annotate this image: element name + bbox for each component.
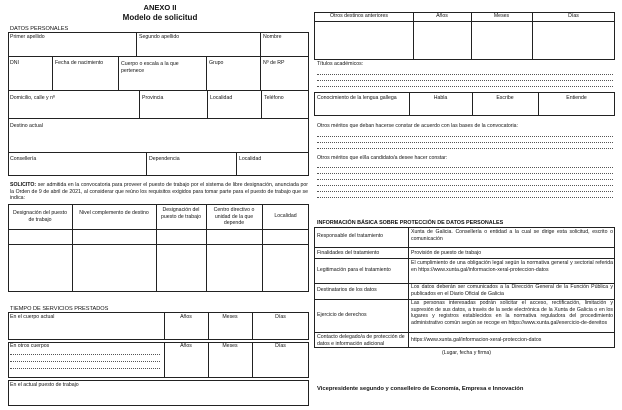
privacy-row-value-5: https://www.xunta.gal/informacion-xeral-proteccion-datos [411, 337, 542, 343]
privacy-row-value-0: Xunta de Galicia. Consellería o entidad a la cual se dirige esta solicitud, escrito o comunicación [411, 229, 613, 242]
form-title: Modelo de solicitud [122, 13, 198, 22]
request-paragraph [10, 182, 308, 202]
privacy-row-label-2: Legitimación para el tratamiento [317, 267, 391, 273]
privacy-heading: INFORMACIÓN BÁSICA SOBRE PROTECCIÓN DE DATOS PERSONALES [317, 220, 504, 226]
merits-candidate-label: Otros méritos que el/la candidato/a desee hacer constar: [317, 155, 448, 161]
post-table-header-centre: Centro directivo o unidad de la que depende [213, 207, 255, 226]
personal-data-heading: DATOS PERSONALES [10, 26, 69, 32]
other-posts-days: Días [568, 13, 579, 19]
personal-data-grid [8, 32, 309, 176]
other-corps-years[interactable]: Años [180, 343, 192, 349]
galician-write[interactable]: Escribe [496, 95, 514, 101]
dependency-field[interactable]: Dependencia [149, 156, 180, 162]
first-surname-field[interactable]: Primer apellido [10, 34, 45, 40]
current-corps-label: En el cuerpo actual [10, 314, 55, 320]
privacy-row-label-5: Contacto delegado/a de protección de datos e información adicional [317, 334, 405, 347]
privacy-row-label-0: Responsable del tratamiento [317, 233, 384, 239]
locality-field[interactable]: Localidad [210, 95, 233, 101]
post-table-header-level: Nivel complemento de destino [79, 210, 149, 216]
other-corps-days[interactable]: Días [275, 343, 286, 349]
other-posts-years: Años [436, 13, 448, 19]
footer-recipient: Vicepresidente segundo y conselleiro de Economía, Empresa e Innovación [317, 386, 524, 392]
request-prefix: SOLICITO: [10, 182, 37, 188]
galician-label: Conocimiento de la lengua gallega [317, 95, 397, 101]
privacy-row-value-3: Los datos deberán ser comunicados a la Dirección General de la Función Pública y publicados en el Diario Oficial de Galicia [411, 284, 613, 297]
service-time-heading: TIEMPO DE SERVICIOS PRESTADOS [10, 306, 109, 312]
post-table-header-designation: Designación del puesto de trabajo [13, 210, 67, 223]
current-post-time-label: En el actual puesto de trabajo [10, 382, 79, 388]
group-field[interactable]: Grupo [209, 60, 224, 66]
other-corps-months[interactable]: Meses [222, 343, 238, 349]
other-posts-months: Meses [493, 13, 510, 19]
galician-understand[interactable]: Entiende [566, 95, 587, 101]
signature-place: (Lugar, fecha y firma) [442, 350, 492, 356]
privacy-row-value-1: Provisión de puesto de trabajo [411, 250, 482, 256]
request-text: ser admitida en la convocatoria para proveer el puesto de trabajo por el sistema de libre designación, anunciada por la Orden de 9 de abril de 2021, al considerar que reúno los requisitos exigidos para tomar parte para el puesto de trabajo que se indica: [10, 182, 308, 201]
post-table-header-designation-2: Designación del puesto de trabajo [160, 207, 202, 220]
current-corps-days[interactable]: Días [275, 314, 286, 320]
current-corps-months[interactable]: Meses [222, 314, 238, 320]
other-posts-label: Otros destinos anteriores [330, 13, 388, 19]
phone-field[interactable]: Teléfono [264, 95, 284, 101]
privacy-row-label-3: Destinatarios de los datos [317, 287, 377, 293]
ministry-field[interactable]: Consellería [10, 156, 37, 162]
corps-field[interactable]: Cuerpo o escala a la que pertenece [121, 61, 179, 74]
privacy-row-label-4: Ejercicio de derechos [317, 312, 367, 318]
merits-convocatoria-label: Otros méritos que deban hacerse constar de acuerdo con las bases de la convocatoria: [317, 123, 518, 129]
nrp-field[interactable]: Nº de RP [263, 60, 285, 66]
dni-field[interactable]: DNI [10, 60, 19, 66]
second-surname-field[interactable]: Segundo apellido [139, 34, 180, 40]
post-table-header-locality: Localidad [274, 213, 297, 219]
address-field[interactable]: Domicilio, calle y nº [10, 95, 55, 101]
privacy-row-label-1: Finalidades del tratamiento [317, 250, 380, 256]
privacy-row-value-4: Las personas interesadas podrán solicitar el acceso, rectificación, limitación y supresión de sus datos, a través de la sede electrónica de la Xunta de Galicia o en los lugares y registros establecidos en la normativa reguladora del procedimiento administrativo común según se recoge en https://www.xunta.gal/exercicio-de-dereitos [411, 300, 613, 326]
galician-speak[interactable]: Habla [433, 95, 448, 101]
other-corps-label: En otros cuerpos [10, 343, 50, 349]
academic-label: Títulos académicos: [317, 61, 364, 67]
post-locality-field[interactable]: Localidad [239, 156, 262, 162]
current-post-field[interactable]: Destino actual [10, 123, 43, 129]
name-field[interactable]: Nombre [263, 34, 282, 40]
current-corps-years[interactable]: Años [180, 314, 192, 320]
privacy-row-value-2: El cumplimiento de una obligación legal según la normativa general y sectorial referida en https://www.xunta.gal/informacion-xeral-proteccion-datos [411, 260, 613, 273]
annex-label: ANEXO II [143, 3, 177, 12]
province-field[interactable]: Provincia [142, 95, 164, 101]
birth-date-field[interactable]: Fecha de nacimiento [55, 60, 104, 66]
